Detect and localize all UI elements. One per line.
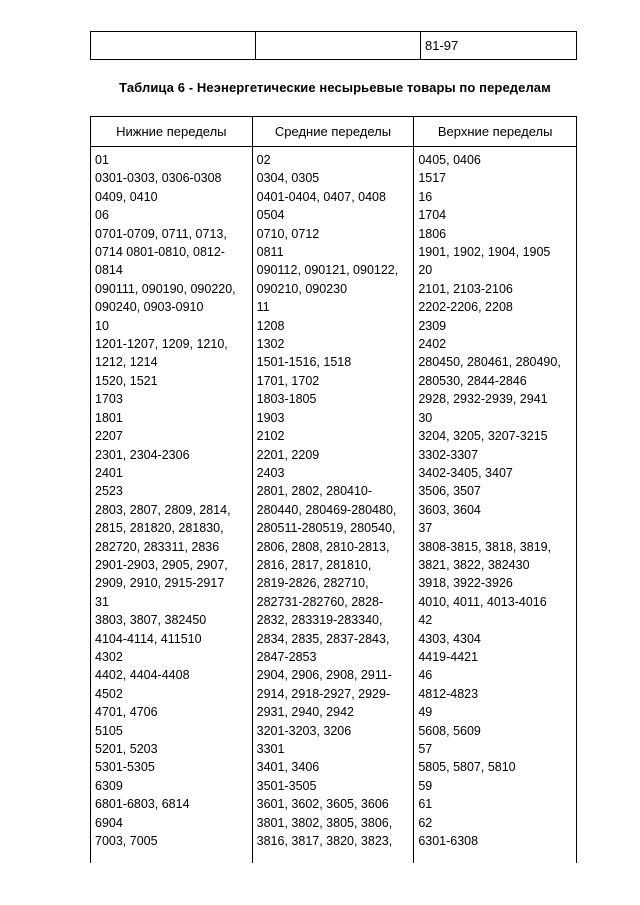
code-line: 16 [418,189,433,204]
table-row [91,32,577,60]
code-line: 30 [418,410,433,425]
code-line: 090210, 090230 [256,281,348,296]
code-line: 3801, 3802, 3805, 3806, [256,815,393,830]
code-line: 0409, 0410 [95,189,158,204]
code-line: 2816, 2817, 281810, [256,557,372,572]
code-line: 4303, 4304 [418,631,481,646]
code-line: 2834, 2835, 2837-2843, [256,631,390,646]
code-line: 1703 [95,392,123,407]
code-line: 3501-3505 [256,778,317,793]
code-line: 280440, 280469-280480, [256,502,397,517]
code-line: 0811 [256,245,284,260]
code-line: 0710, 0712 [256,226,320,241]
code-line: 2904, 2906, 2908, 2911- [256,668,392,683]
header-upper: Верхние переделы [414,117,577,147]
code-line: 0401-0404, 0407, 0408 [256,189,386,204]
code-line: 1803-1805 [256,392,317,407]
code-line: 090111, 090190, 090220, [95,281,236,296]
code-line: 1517 [418,171,447,186]
code-line: 3201-3203, 3206 [256,723,352,738]
code-line: 6301-6308 [418,834,479,849]
code-line: 1901, 1902, 1904, 1905 [418,245,551,260]
code-line: 02 [256,153,271,167]
goods-by-processing-table [90,116,577,863]
code-line: 6309 [95,778,123,793]
code-line: 49 [418,705,433,720]
code-line: 090112, 090121, 090122, [256,263,399,278]
code-line: 3401, 3406 [256,760,320,775]
code-line: 2309 [418,318,447,333]
code-line: 10 [95,318,109,333]
table-cell: 81-97 [421,32,577,60]
code-line: 31 [95,594,109,609]
code-line: 282731-282760, 2828- [256,594,384,609]
code-line: 3803, 3807, 382450 [95,613,207,628]
table-cell [91,32,256,60]
code-line: 4402, 4404-4408 [95,668,190,683]
code-line: 11 [256,300,270,315]
code-line: 2523 [95,484,123,499]
code-line: 46 [418,668,433,683]
code-line: 5608, 5609 [418,723,481,738]
code-line: 5805, 5807, 5810 [418,760,516,775]
code-line: 3402-3405, 3407 [418,465,513,480]
code-line: 2101, 2103-2106 [418,281,513,296]
code-line: 4812-4823 [418,686,479,701]
code-line: 2928, 2932-2939, 2941 [418,392,548,407]
previous-table-tail [90,31,577,60]
code-line: 4419-4421 [418,649,479,664]
code-line: 1801 [95,410,123,425]
code-line: 3302-3307 [418,447,479,462]
code-line: 7003, 7005 [95,834,158,849]
code-line: 01 [95,153,109,167]
code-line: 06 [95,208,109,223]
column-lower [91,147,253,864]
code-line: 2301, 2304-2306 [95,447,190,462]
code-line: 5201, 5203 [95,742,158,756]
code-line: 280511-280519, 280540, [256,521,396,536]
header-middle: Средние переделы [252,117,414,147]
code-line: 1806 [418,226,447,241]
code-line: 42 [418,613,433,628]
code-line: 4104-4114, 411510 [95,631,202,646]
code-line: 1704 [418,208,447,223]
code-line: 5105 [95,723,123,738]
code-line: 3603, 3604 [418,502,481,517]
code-line: 2202-2206, 2208 [418,300,513,315]
code-line: 2401 [95,465,123,480]
code-line: 0304, 0305 [256,171,320,186]
code-line: 4302 [95,649,123,664]
code-line: 6904 [95,815,123,830]
code-line: 0301-0303, 0306-0308 [95,171,222,186]
code-line: 0714 0801-0810, 0812- [95,245,225,260]
table-caption: Таблица 6 - Неэнергетические несырьевые товары по переделам [119,80,551,95]
code-line: 3816, 3817, 3820, 3823, [256,834,393,849]
code-line: 2909, 2910, 2915-2917 [95,576,225,591]
code-line: 1208 [256,318,285,333]
code-line: 3821, 3822, 382430 [418,557,530,572]
table-row [91,147,577,864]
code-line: 3301 [256,742,285,756]
code-line: 2847-2853 [256,649,317,664]
code-line: 2901-2903, 2905, 2907, [95,557,228,572]
code-line: 0504 [256,208,285,223]
code-line: 0701-0709, 0711, 0713, [95,226,227,241]
code-line: 280530, 2844-2846 [418,373,527,388]
code-line: 2819-2826, 282710, [256,576,369,591]
code-line: 3918, 3922-3926 [418,576,513,591]
code-line: 4010, 4011, 4013-4016 [418,594,547,609]
table-cell [256,32,421,60]
column-upper [414,147,577,864]
code-line: 2803, 2807, 2809, 2814, [95,502,231,517]
code-line: 37 [418,521,433,536]
code-line: 2931, 2940, 2942 [256,705,354,720]
code-line: 0814 [95,263,123,278]
code-line: 5301-5305 [95,760,155,775]
code-line: 57 [418,742,433,756]
code-line: 1520, 1521 [95,373,158,388]
code-line: 2815, 281820, 281830, [95,521,224,536]
code-line: 2201, 2209 [256,447,320,462]
code-line: 62 [418,815,433,830]
table-header-row [91,117,577,147]
code-line: 282720, 283311, 2836 [95,539,220,554]
code-line: 1201-1207, 1209, 1210, [95,337,228,352]
code-line: 2403 [256,465,285,480]
code-line: 3506, 3507 [418,484,481,499]
code-line: 1701, 1702 [256,373,320,388]
code-line: 20 [418,263,433,278]
code-line: 280450, 280461, 280490, [418,355,561,370]
code-line: 2207 [95,429,123,444]
code-line: 2801, 2802, 280410- [256,484,373,499]
code-line: 4502 [95,686,123,701]
code-line: 4701, 4706 [95,705,158,720]
code-line: 1302 [256,337,285,352]
header-lower: Нижние переделы [91,117,253,147]
code-line: 1501-1516, 1518 [256,355,352,370]
code-line: 2832, 283319-283340, [256,613,383,628]
code-line: 1903 [256,410,285,425]
code-line: 3808-3815, 3818, 3819, [418,539,552,554]
column-middle [252,147,414,864]
code-line: 6801-6803, 6814 [95,797,190,812]
code-line: 090240, 0903-0910 [95,300,204,315]
code-line: 2102 [256,429,285,444]
code-line: 3204, 3205, 3207-3215 [418,429,548,444]
code-line: 1212, 1214 [95,355,158,370]
code-line: 0405, 0406 [418,153,481,167]
code-line: 2806, 2808, 2810-2813, [256,539,390,554]
code-line: 59 [418,778,433,793]
code-line: 3601, 3602, 3605, 3606 [256,797,389,812]
code-line: 2402 [418,337,447,352]
code-line: 61 [418,797,433,812]
code-line: 2914, 2918-2927, 2929- [256,686,391,701]
